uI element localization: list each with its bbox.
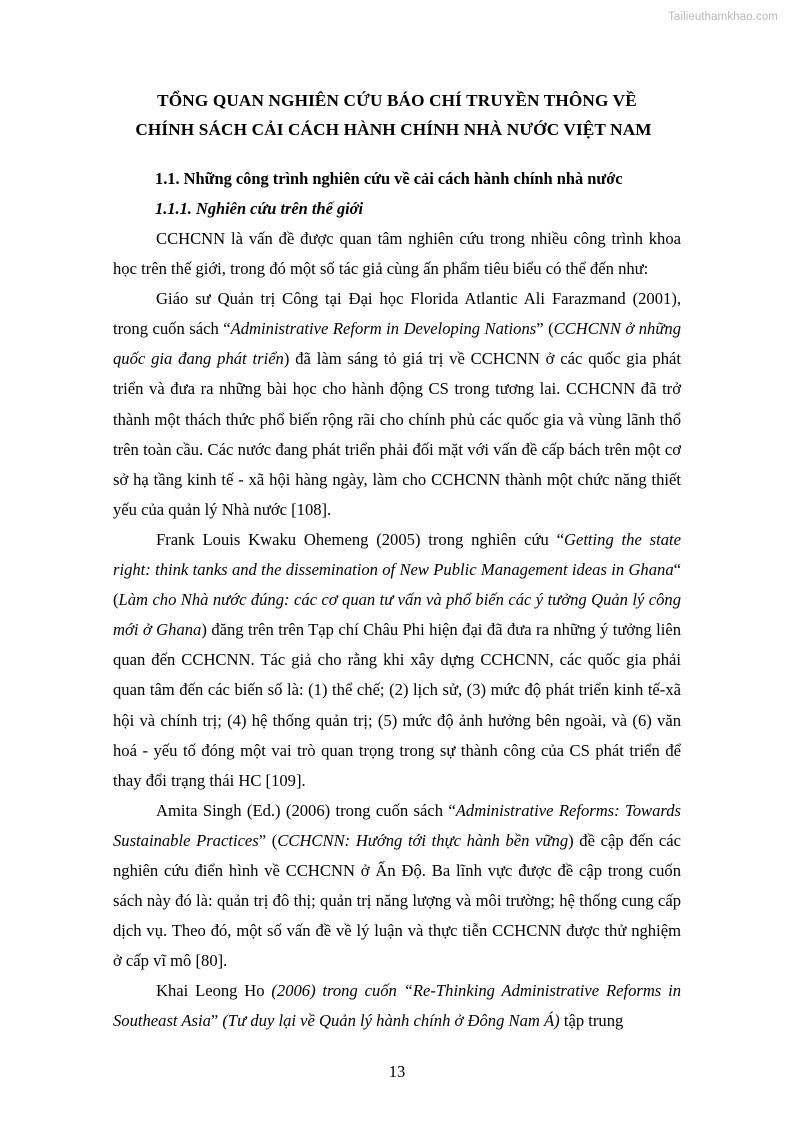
paragraph-3-title-vi: Làm cho Nhà nước đúng: các cơ quan tư vấn và phổ biến các ý tưởng Quản lý công mới ở Ghana bbox=[113, 590, 681, 640]
paragraph-4-title-vi: CCHCNN: Hướng tới thực hành bền vững bbox=[277, 830, 569, 850]
page-number: 13 bbox=[388, 1062, 406, 1081]
page-title-line-1: TỔNG QUAN NGHIÊN CỨU BÁO CHÍ TRUYỀN THÔNG VỀ bbox=[157, 91, 637, 110]
paragraph-2-part-b: ” ( bbox=[536, 319, 554, 339]
page-content bbox=[113, 86, 681, 1037]
paragraph-1 bbox=[113, 224, 681, 284]
page-title bbox=[113, 86, 681, 144]
paragraph-5-part-a: Khai Leong Ho bbox=[156, 981, 272, 1001]
page-title-line-2: CHÍNH SÁCH CẢI CÁCH HÀNH CHÍNH NHÀ NƯỚC VIỆT NAM bbox=[135, 120, 652, 139]
paragraph-3 bbox=[113, 525, 681, 796]
paragraph-5-title-en: Re-Thinking Administrative Reforms in Southeast Asia bbox=[113, 981, 681, 1031]
section-heading-1-1: 1.1. Những công trình nghiên cứu về cải cách hành chính nhà nước bbox=[155, 169, 623, 188]
paragraph-2-part-c: ) đã làm sáng tỏ giá trị về CCHCNN ở các quốc gia phát triển và đưa ra những bài học cho hành động CS trong tương lai. CCHCNN đã trở thành một thách thức phổ biến rộng rãi cho chính phủ các quốc gia và vùng lãnh thổ trên toàn cầu. Các nước đang phát triển phải đối mặt với vấn đề cấp bách trên một cơ sở hạ tầng kinh tế - xã hội hàng ngày, làm cho CCHCNN thành một chức năng thiết yếu của quản lý Nhà nước [108]. bbox=[113, 349, 681, 519]
paragraph-3-part-b: “ ( bbox=[113, 560, 681, 610]
paragraph-3-part-a: Frank Louis Kwaku Ohemeng (2005) trong nghiên cứu “ bbox=[156, 529, 564, 549]
section-heading-1-1-1: 1.1.1. Nghiên cứu trên thế giới bbox=[155, 199, 364, 218]
watermark-text: Tailieuthamkhao.com bbox=[668, 11, 778, 23]
paragraph-4-part-b: ” ( bbox=[258, 830, 278, 850]
paragraph-3-title-en: Getting the state right: think tanks and the dissemination of New Public Management ideas in Ghana bbox=[113, 529, 681, 580]
paragraph-1-text: CCHCNN là vấn đề được quan tâm nghiên cứu trong nhiều công trình khoa học trên thế giới, trong đó một số tác giả cùng ấn phẩm tiêu biểu có thể đến như: bbox=[113, 229, 681, 279]
paragraph-5-part-b: (2006) trong cuốn “ bbox=[271, 981, 413, 1001]
paragraph-4 bbox=[113, 796, 681, 977]
paragraph-2 bbox=[113, 284, 681, 525]
paragraph-5-part-d: tập trung bbox=[559, 1011, 624, 1031]
paragraph-2-title-en: Administrative Reform in Developing Nations bbox=[230, 319, 537, 339]
paragraph-5-title-vi: (Tư duy lại về Quản lý hành chính ở Đông Nam Á) bbox=[222, 1011, 560, 1031]
paragraph-2-part-a: Giáo sư Quản trị Công tại Đại học Florida Atlantic Ali Farazmand (2001), trong cuốn sách “ bbox=[113, 289, 681, 339]
paragraph-4-title-en: Administrative Reforms: Towards Sustainable Practices bbox=[113, 800, 681, 850]
paragraph-2-title-vi: CCHCNN ở những quốc gia đang phát triển bbox=[113, 319, 682, 369]
paragraph-5-part-c: ” bbox=[210, 1011, 223, 1031]
paragraph-3-part-c: ) đăng trên trên Tạp chí Châu Phi hiện đại đã đưa ra những ý tưởng liên quan đến CCHCNN. Tác giả cho rằng khi xây dựng CCHCNN, các quốc gia phải quan tâm đến các biến số là: (1) thể chế; (2) lịch sử, (3) mức độ phát triển kinh tế-xã hội và chính trị; (4) hệ thống quản trị; (5) mức độ ảnh hưởng bên ngoài, và (6) văn hoá - yếu tố đóng một vai trò quan trọng trong sự thành công của CS phát triển để thay đổi trạng thái HC [109]. bbox=[113, 620, 681, 790]
paragraph-4-part-a: Amita Singh (Ed.) (2006) trong cuốn sách “ bbox=[156, 800, 456, 820]
paragraph-5 bbox=[113, 976, 681, 1036]
paragraph-4-part-c: ) đề cập đến các nghiên cứu điển hình về CCHCNN ở Ấn Độ. Ba lĩnh vực được đề cập trong cuốn sách này đó là: quản trị đô thị; quản trị năng lượng và môi trường; hệ thống cung cấp dịch vụ. Theo đó, một số vấn đề về lý luận và thực tiễn CCHCNN được thử nghiệm ở cấp vĩ mô [80]. bbox=[113, 830, 682, 971]
